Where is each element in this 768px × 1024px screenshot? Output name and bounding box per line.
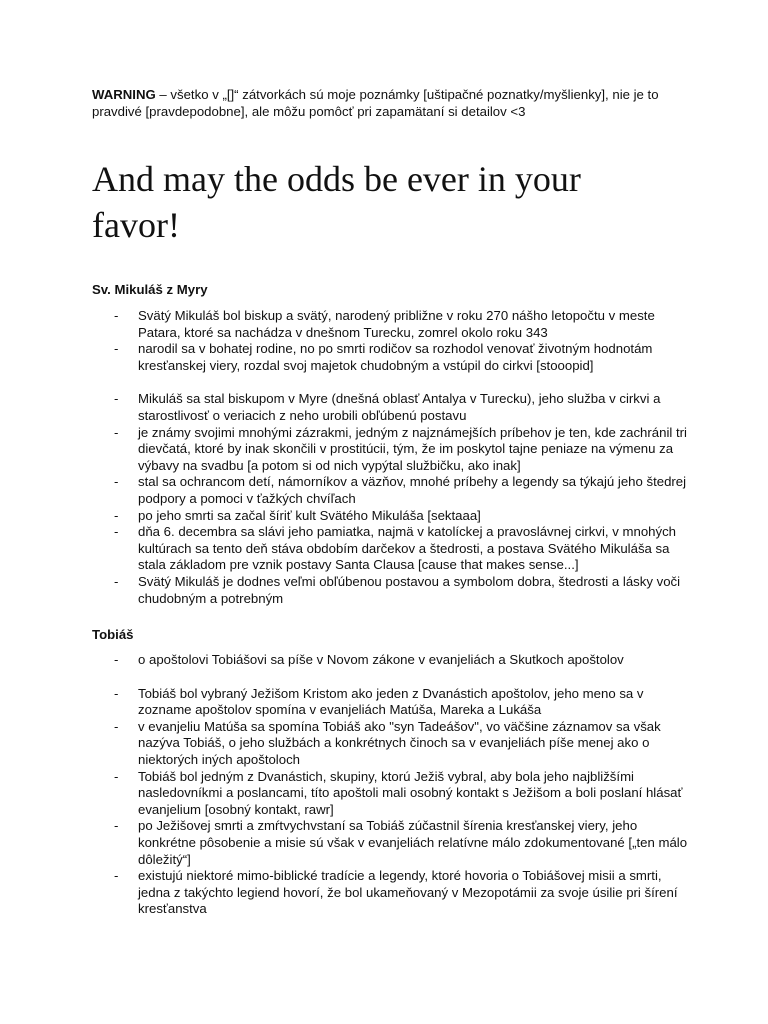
bullet-dash: -	[114, 718, 119, 734]
list-item	[92, 719, 692, 769]
list-item-text: stal sa ochrancom detí, námorníkov a väzňov, mnohé príbehy a legendy sa týkajú jeho štedrej podpory a pomoci v ťažkých chvíľach	[138, 474, 687, 506]
bullet-dash: -	[114, 652, 119, 667]
list-item-text: o apoštolovi Tobiášovi sa píše v Novom zákone v evanjeliách a Skutkoch apoštolov	[138, 652, 624, 667]
list-item	[92, 574, 692, 607]
bullet-dash: -	[114, 768, 119, 784]
list-item	[92, 508, 692, 525]
list-item-text: po Ježišovej smrti a zmŕtvychvstaní sa Tobiáš zúčastnil šírenia kresťanskej viery, jeho konkrétne pôsobenie a misie sú však v evanjeliách relatívne málo zdokumentované [„ten málo dôležitý“]	[138, 818, 688, 867]
list-item	[92, 868, 692, 918]
list-item	[92, 308, 692, 341]
bullet-dash: -	[114, 308, 119, 323]
list-item-text: Tobiáš bol vybraný Ježišom Kristom ako jeden z Dvanástich apoštolov, jeho meno sa v zozname apoštolov spomína v evanjeliách Matúša, Mareka a Lukáša	[138, 685, 644, 718]
bullet-dash: -	[114, 507, 119, 523]
list-item-text: v evanjeliu Matúša sa spomína Tobiáš ako "syn Tadeášov", vo väčšine záznamov sa však nazýva Tobiáš, o jeho službách a konkrétnych činoch sa v evanjeliách píše menej ako o niektorých iných apoštoloch	[138, 718, 661, 767]
list-item	[92, 524, 692, 574]
list-item-text: Tobiáš bol jedným z Dvanástich, skupiny, ktorú Ježiš vybral, aby bola jeho najbližšími nasledovníkmi a poslancami, títo apoštoli mali osobný kontakt s Ježišom a boli poslaní hlásať evanjelium [osobný kontakt, rawr]	[138, 768, 683, 817]
bullet-dash: -	[114, 685, 119, 701]
list-item	[92, 769, 692, 819]
bullet-dash: -	[114, 391, 119, 407]
list-item	[92, 425, 692, 475]
list-item-text: je známy svojimi mnohými zázrakmi, jedným z najznámejších príbehov je ten, kde zachránil tri dievčatá, ktoré by inak skončili v prostitúcii, tým, že im poskytol tajne peniaze na výmenu za výbavy na svadbu [a potom si od nich vypýtal službičku, ako inak]	[138, 424, 687, 473]
list-item	[92, 341, 692, 374]
tobias-list	[92, 652, 692, 918]
mikulas-list	[92, 308, 692, 607]
list-item	[92, 391, 692, 424]
motto-heading: And may the odds be ever in your favor!	[92, 159, 581, 245]
section-title-mikulas: Sv. Mikuláš z Myry	[92, 282, 208, 297]
list-item-text: Svätý Mikuláš je dodnes veľmi obľúbenou postavou a symbolom dobra, štedrosti a lásky voči chudobným a potrebným	[138, 573, 681, 606]
list-item-text: Svätý Mikuláš bol biskup a svätý, narodený približne v roku 270 nášho letopočtu v meste Patara, ktoré sa nachádza v dnešnom Turecku, zomrel okolo roku 343	[138, 308, 655, 340]
warning-label: WARNING	[92, 87, 156, 102]
list-item	[92, 652, 692, 669]
list-item-text: narodil sa v bohatej rodine, no po smrti rodičov sa rozhodol venovať životným hodnotám kresťanskej viery, rozdal svoj majetok chudobným a vstúpil do cirkvi [stooopid]	[138, 341, 653, 373]
list-item-text: po jeho smrti sa začal šíriť kult Svätého Mikuláša [sektaaa]	[138, 507, 481, 523]
bullet-dash: -	[114, 524, 119, 540]
section-title-tobias: Tobiáš	[92, 627, 134, 642]
bullet-dash: -	[114, 573, 119, 589]
list-item	[92, 474, 692, 507]
bullet-dash: -	[114, 818, 119, 834]
list-item	[92, 818, 692, 868]
bullet-dash: -	[114, 341, 119, 357]
list-item-text: dňa 6. decembra sa slávi jeho pamiatka, najmä v katolíckej a pravoslávnej cirkvi, v mnohých kultúrach sa tento deň stáva obdobím darčekov a štedrosti, a postava Svätého Mikuláša sa stala základom pre vznik postavy Santa Clausa [cause that makes sense...]	[138, 524, 677, 573]
warning-note	[92, 86, 692, 120]
bullet-dash: -	[114, 424, 119, 440]
list-item-text: existujú niektoré mimo-biblické tradície a legendy, ktoré hovoria o Tobiášovej misii a smrti, jedna z takýchto legiend hovorí, že bol ukameňovaný v Mezopotámii za svoje úsilie pri šírení kresťanstva	[138, 868, 678, 917]
bullet-dash: -	[114, 474, 119, 490]
warning-text: – všetko v „[]“ zátvorkách sú moje poznámky [uštipačné poznatky/myšlienky], nie je to pravdivé [pravdepodobne], ale môžu pomôcť pri zapamätaní si detailov <3	[92, 87, 659, 119]
list-item	[92, 686, 692, 719]
bullet-dash: -	[114, 868, 119, 884]
list-item-text: Mikuláš sa stal biskupom v Myre (dnešná oblasť Antalya v Turecku), jeho služba v cirkvi a starostlivosť o veriacich z neho urobili obľúbenú postavu	[138, 391, 661, 423]
